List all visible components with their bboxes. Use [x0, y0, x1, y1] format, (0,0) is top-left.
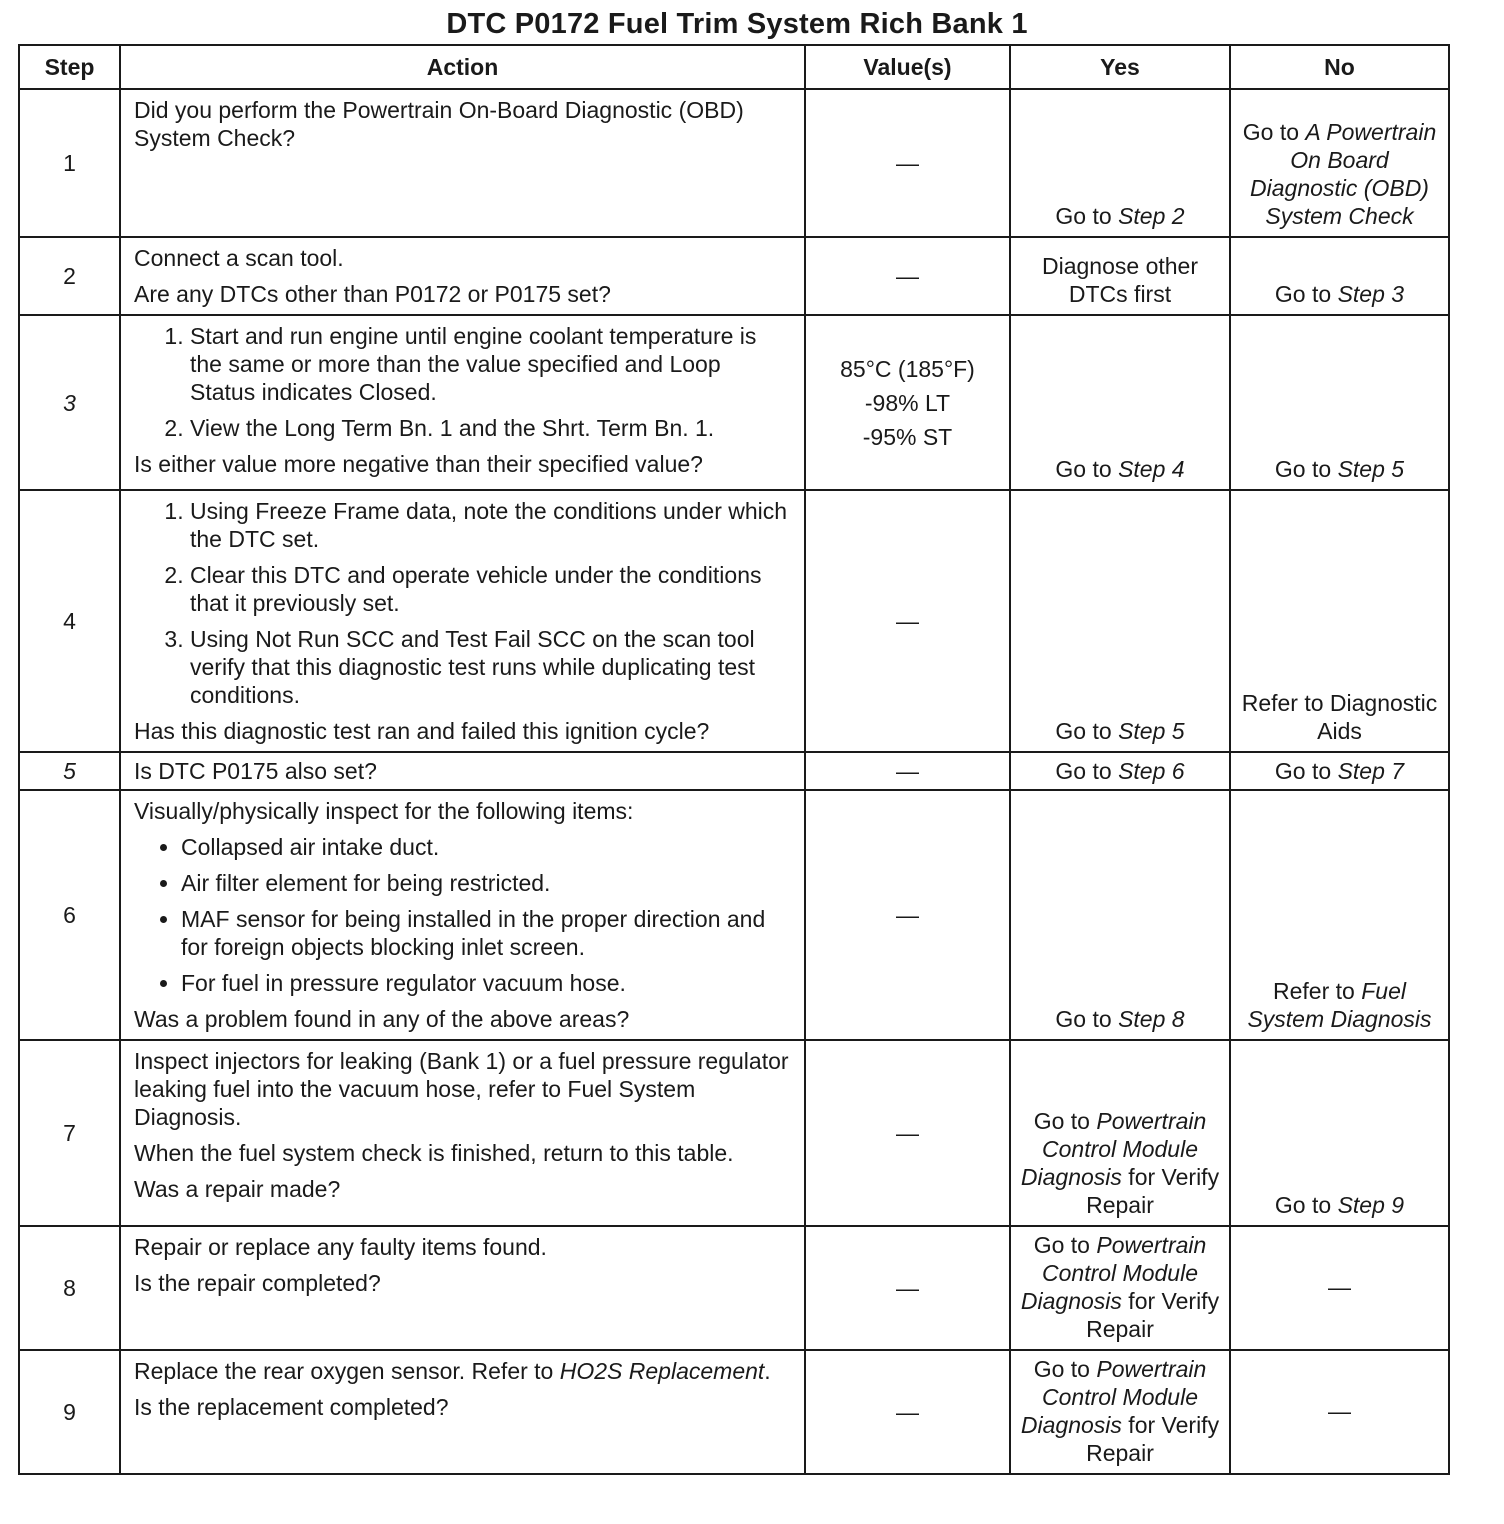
step-number: 3 — [19, 315, 120, 490]
list-item: 2. View the Long Term Bn. 1 and the Shrt. Term Bn. 1. — [190, 414, 790, 442]
bullet-list — [134, 833, 790, 997]
header-no: No — [1230, 45, 1449, 89]
no-cell — [1230, 1040, 1449, 1226]
yes-cell — [1010, 490, 1230, 752]
yes-text: Go to — [1055, 1006, 1119, 1032]
table-row — [19, 752, 1449, 790]
no-text: Refer to — [1273, 978, 1362, 1004]
yes-reference: Powertrain Control Module Diagnosis — [1020, 1232, 1207, 1314]
value-cell — [805, 790, 1010, 1040]
no-text: Go to — [1242, 119, 1306, 145]
header-values: Value(s) — [805, 45, 1010, 89]
no-cell — [1230, 315, 1449, 490]
yes-text: Go to — [1033, 1108, 1097, 1134]
action-question: Was a repair made? — [134, 1176, 341, 1202]
empty-value-dash: — — [896, 150, 919, 176]
table-row — [19, 490, 1449, 752]
table-row — [19, 1226, 1449, 1350]
list-item: 3. Using Not Run SCC and Test Fail SCC on the scan tool verify that this diagnostic test runs while duplicating test conditions. — [190, 625, 790, 709]
yes-reference: Step 4 — [1118, 456, 1185, 482]
empty-value-dash: — — [896, 1275, 919, 1301]
action-cell — [120, 1350, 805, 1474]
table-row — [19, 790, 1449, 1040]
step-number: 5 — [19, 752, 120, 790]
yes-text: Go to — [1055, 718, 1119, 744]
yes-cell — [1010, 752, 1230, 790]
no-reference: Step 3 — [1337, 281, 1405, 307]
table-row — [19, 1040, 1449, 1226]
no-reference: Step 5 — [1337, 456, 1405, 482]
empty-value-dash: — — [1328, 1398, 1351, 1424]
no-cell — [1230, 1350, 1449, 1474]
action-question: Are any DTCs other than P0172 or P0175 set? — [134, 281, 611, 307]
list-item: 1. Using Freeze Frame data, note the conditions under which the DTC set. — [190, 497, 790, 553]
action-cell — [120, 1040, 805, 1226]
yes-text: Go to — [1033, 1232, 1097, 1258]
instruction-reference: HO2S Replacement — [559, 1358, 765, 1384]
yes-cell — [1010, 315, 1230, 490]
list-item: • Air filter element for being restricted. — [181, 869, 790, 897]
action-cell — [120, 237, 805, 315]
no-text: Go to — [1274, 456, 1338, 482]
short-term-value: -95% ST — [862, 423, 953, 450]
instruction-suffix: . — [764, 1358, 771, 1384]
empty-value-dash: — — [1328, 1274, 1351, 1300]
yes-cell — [1010, 89, 1230, 237]
list-item: • MAF sensor for being installed in the proper direction and for foreign objects blocking inlet screen. — [181, 905, 790, 961]
list-item: • For fuel in pressure regulator vacuum hose. — [181, 969, 790, 997]
action-cell — [120, 315, 805, 490]
list-item: 2. Clear this DTC and operate vehicle under the conditions that it previously set. — [190, 561, 790, 617]
header-yes: Yes — [1010, 45, 1230, 89]
yes-cell: Diagnose other DTCs first — [1010, 237, 1230, 315]
no-reference: Fuel System Diagnosis — [1247, 978, 1432, 1032]
no-cell — [1230, 237, 1449, 315]
yes-suffix: for Verify Repair — [1086, 1412, 1220, 1466]
value-cell — [805, 490, 1010, 752]
long-term-value: -98% LT — [864, 389, 951, 416]
yes-reference: Powertrain Control Module Diagnosis — [1020, 1108, 1207, 1190]
yes-cell — [1010, 1350, 1230, 1474]
no-text: Go to — [1274, 758, 1338, 784]
value-cell — [805, 752, 1010, 790]
yes-reference: Step 2 — [1118, 203, 1185, 229]
empty-value-dash: — — [896, 608, 919, 634]
no-text: Go to — [1274, 1192, 1338, 1218]
table-row — [19, 237, 1449, 315]
header-step: Step — [19, 45, 120, 89]
step-number: 9 — [19, 1350, 120, 1474]
list-item: • Collapsed air intake duct. — [181, 833, 790, 861]
no-reference: A Powertrain On Board Diagnostic (OBD) System Check — [1250, 119, 1437, 229]
action-question: Did you perform the Powertrain On-Board Diagnostic (OBD) System Check? — [134, 97, 744, 151]
numbered-steps — [134, 497, 790, 709]
yes-reference: Step 5 — [1118, 718, 1185, 744]
coolant-temp-value: 85°C (185°F) — [840, 355, 975, 382]
yes-suffix: for Verify Repair — [1086, 1288, 1220, 1342]
yes-suffix: for Verify Repair — [1086, 1164, 1220, 1218]
step-number: 1 — [19, 89, 120, 237]
header-row — [19, 45, 1449, 89]
action-cell — [120, 1226, 805, 1350]
action-question: Was a problem found in any of the above areas? — [134, 1006, 630, 1032]
step-number: 7 — [19, 1040, 120, 1226]
yes-text: Go to — [1055, 203, 1119, 229]
empty-value-dash: — — [896, 263, 919, 289]
yes-cell — [1010, 790, 1230, 1040]
value-cell — [805, 315, 1010, 490]
action-instruction: Repair or replace any faulty items found. — [134, 1234, 547, 1260]
header-action: Action — [120, 45, 805, 89]
table-row — [19, 89, 1449, 237]
action-instruction: When the fuel system check is finished, return to this table. — [134, 1140, 734, 1166]
value-cell — [805, 1350, 1010, 1474]
action-instruction: Connect a scan tool. — [134, 245, 344, 271]
numbered-steps — [134, 322, 790, 442]
step-number: 8 — [19, 1226, 120, 1350]
action-cell — [120, 752, 805, 790]
no-cell — [1230, 752, 1449, 790]
value-cell — [805, 1040, 1010, 1226]
yes-text: Go to — [1055, 758, 1119, 784]
action-cell — [120, 490, 805, 752]
yes-cell — [1010, 1226, 1230, 1350]
action-instruction: Visually/physically inspect for the following items: — [134, 798, 634, 824]
no-cell — [1230, 1226, 1449, 1350]
action-question: Has this diagnostic test ran and failed this ignition cycle? — [134, 718, 710, 744]
page-title: DTC P0172 Fuel Trim System Rich Bank 1 — [446, 8, 1028, 40]
value-cell — [805, 1226, 1010, 1350]
action-question: Is the repair completed? — [134, 1270, 381, 1296]
action-question: Is either value more negative than their specified value? — [134, 451, 703, 477]
yes-reference: Step 6 — [1118, 758, 1185, 784]
empty-value-dash: — — [896, 1120, 919, 1146]
action-instruction: Inspect injectors for leaking (Bank 1) or a fuel pressure regulator leaking fuel into the vacuum hose, refer to Fuel System Diagnosis. — [134, 1048, 789, 1130]
action-cell — [120, 89, 805, 237]
step-number: 4 — [19, 490, 120, 752]
no-cell — [1230, 790, 1449, 1040]
instruction-text: Replace the rear oxygen sensor. Refer to — [134, 1358, 560, 1384]
action-question: Is DTC P0175 also set? — [134, 758, 377, 784]
no-reference: Step 9 — [1337, 1192, 1405, 1218]
empty-value-dash: — — [896, 1399, 919, 1425]
table-row — [19, 315, 1449, 490]
table-row — [19, 1350, 1449, 1474]
step-number: 6 — [19, 790, 120, 1040]
empty-value-dash: — — [896, 902, 919, 928]
yes-reference: Powertrain Control Module Diagnosis — [1020, 1356, 1207, 1438]
no-cell — [1230, 89, 1449, 237]
value-cell — [805, 89, 1010, 237]
yes-text: Go to — [1033, 1356, 1097, 1382]
no-text: Go to — [1274, 281, 1338, 307]
no-reference: Step 7 — [1337, 758, 1405, 784]
step-number: 2 — [19, 237, 120, 315]
yes-reference: Step 8 — [1118, 1006, 1185, 1032]
no-cell: Refer to Diagnostic Aids — [1230, 490, 1449, 752]
value-cell — [805, 237, 1010, 315]
list-item: 1. Start and run engine until engine coolant temperature is the same or more than the value specified and Loop Status indicates Closed. — [190, 322, 790, 406]
diagnostic-table — [18, 44, 1450, 1475]
action-cell — [120, 790, 805, 1040]
yes-text: Go to — [1055, 456, 1119, 482]
empty-value-dash: — — [896, 758, 919, 784]
action-instruction — [134, 1357, 790, 1385]
action-question: Is the replacement completed? — [134, 1394, 449, 1420]
yes-cell — [1010, 1040, 1230, 1226]
